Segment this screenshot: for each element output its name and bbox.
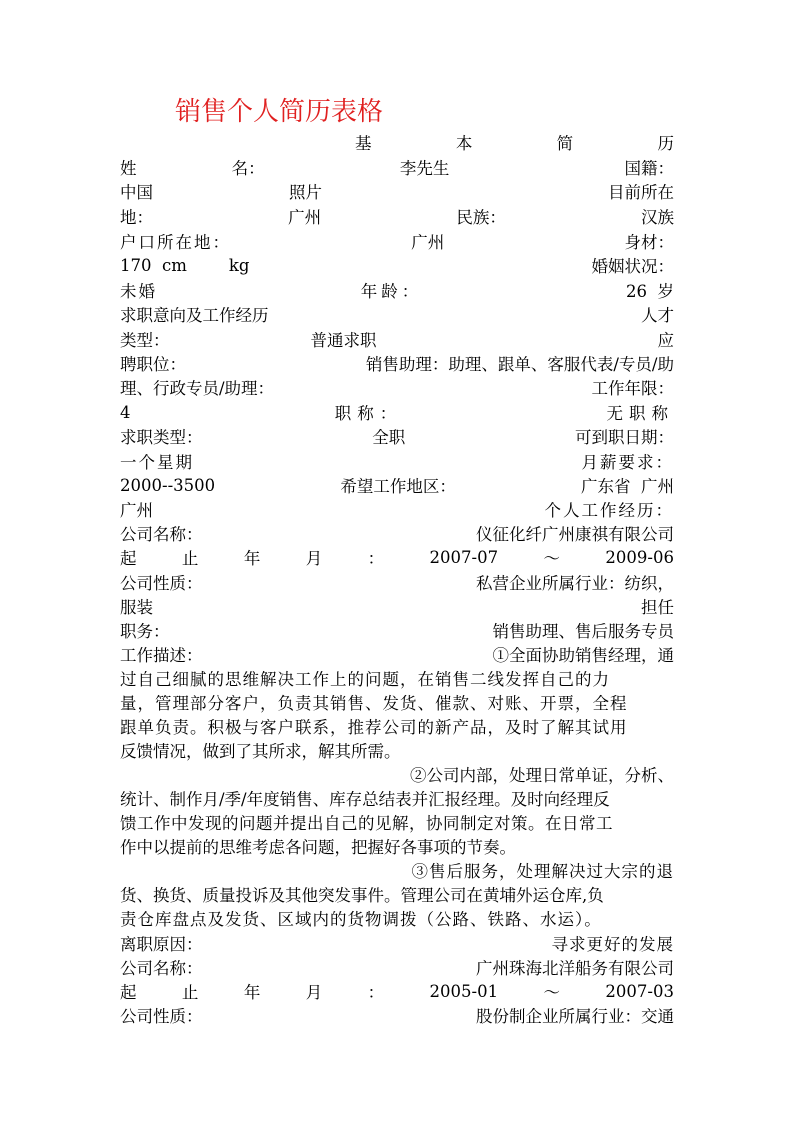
text-line <box>120 834 674 858</box>
text-line <box>120 594 674 618</box>
text: 销售助理、售后服务专员 <box>492 622 674 641</box>
text: 寻求更好的发展 <box>551 935 674 954</box>
text: ②公司内部，处理日常单证，分析、 <box>410 766 674 785</box>
text: 全职 <box>372 428 406 447</box>
text-line <box>120 204 674 228</box>
text: 身材： <box>624 233 674 252</box>
text-line <box>120 375 674 399</box>
text-line <box>120 497 674 521</box>
text: 跟单负责。积极与客户联系，推荐公司的新产品，及时了解其试用 <box>120 718 628 737</box>
text: 理、行政专员/助理： <box>120 379 275 398</box>
text-line <box>120 424 674 448</box>
text: 170 cm <box>120 255 187 275</box>
text: 类型： <box>120 331 170 350</box>
text: 2000--3500 <box>120 475 216 495</box>
text: 工作年限： <box>591 379 674 398</box>
text-line <box>120 302 674 326</box>
text: 量，管理部分客户，负责其销售、发货、催款、对账、开票，全程 <box>120 694 628 713</box>
text: 2007-03 <box>605 981 674 1001</box>
text-line <box>120 642 674 666</box>
text: 2005-01 <box>429 981 499 1001</box>
text-line <box>120 400 674 424</box>
text: 离职原因： <box>120 935 203 954</box>
text-line <box>120 1003 674 1027</box>
text: 广州 <box>411 233 445 252</box>
text-line <box>120 979 674 1003</box>
text: 人才 <box>641 306 674 325</box>
text-line <box>120 738 674 762</box>
text: 公司性质： <box>120 574 203 593</box>
text: 担任 <box>641 598 674 617</box>
text-line <box>120 473 674 497</box>
text: 无职称 <box>606 404 674 423</box>
text: 地： <box>120 208 153 227</box>
text: 月薪要求： <box>581 453 674 472</box>
text: 作中以提前的思维考虑各问题，把握好各事项的节奏。 <box>120 838 516 857</box>
photo-label: 照片 <box>289 183 322 202</box>
text: 26 岁 <box>626 282 674 301</box>
text: 婚姻状况： <box>591 257 674 276</box>
text: 广州 <box>120 501 153 520</box>
text-line <box>120 618 674 642</box>
text: 月 <box>305 983 323 1002</box>
text: 起 <box>120 983 137 1002</box>
text-line <box>120 229 674 253</box>
text: 销售助理：助理、跟单、客服代表/专员/助 <box>365 355 674 374</box>
text: 馈工作中发现的问题并提出自己的见解，协同制定对策。在日常工 <box>120 814 613 833</box>
text: 月 <box>305 549 323 568</box>
text: 求职意向及工作经历 <box>120 306 269 325</box>
text-line <box>120 570 674 594</box>
text: kg <box>228 255 250 275</box>
text: ： <box>367 983 385 1002</box>
text: 止 <box>181 983 199 1002</box>
text: 公司性质： <box>120 1007 203 1026</box>
text: 年龄： <box>360 282 423 301</box>
text: 可到职日期： <box>575 428 674 447</box>
text: 历 <box>657 134 674 153</box>
text: ： <box>367 549 385 568</box>
text: 股份制企业所属行业：交通 <box>476 1007 674 1026</box>
text: 统计、制作月/季/年度销售、库存总结表并汇报经理。及时向经理反 <box>120 790 610 809</box>
text: ①全面协助销售经理，通 <box>492 646 674 665</box>
text-line <box>120 351 674 375</box>
text-line <box>120 714 674 738</box>
text: 2009-06 <box>605 547 674 567</box>
text: 货、换货、质量投诉及其他突发事件。管理公司在黄埔外运仓库,负 <box>120 886 604 905</box>
text: ～ <box>543 983 560 1002</box>
text: 普通求职 <box>310 331 377 350</box>
text-line <box>120 906 674 930</box>
text-line <box>120 545 674 569</box>
text: 公司名称： <box>120 525 203 544</box>
text-line <box>120 155 674 179</box>
text: 过自己细腻的思维解决工作上的问题，在销售二线发挥自己的力 <box>120 670 610 689</box>
text: 职称： <box>334 404 403 423</box>
text-line <box>120 666 674 690</box>
text: 未婚 <box>120 282 157 301</box>
text-line <box>120 521 674 545</box>
text: 起 <box>120 549 137 568</box>
text-line <box>120 786 674 810</box>
text-line <box>120 278 674 302</box>
text-line <box>120 253 674 277</box>
text-line <box>120 810 674 834</box>
text: 目前所在 <box>608 183 674 202</box>
text: 公司名称： <box>120 959 203 978</box>
text: ～ <box>543 549 560 568</box>
text: 广州 <box>288 208 322 227</box>
text: 广东省 广州 <box>580 477 674 496</box>
text-line <box>120 931 674 955</box>
text: 应 <box>657 331 674 350</box>
text: 4 <box>120 402 131 422</box>
text: 户口所在地： <box>120 233 231 252</box>
text: 姓 <box>120 159 137 178</box>
text: 求职类型： <box>120 428 203 447</box>
text: 仪征化纤广州康祺有限公司 <box>476 525 674 544</box>
text: 反馈情况，做到了其所求，解其所需。 <box>120 742 401 761</box>
text-line <box>120 882 674 906</box>
text: ③售后服务，处理解决过大宗的退 <box>411 862 674 881</box>
text-line <box>120 327 674 351</box>
text-line <box>120 690 674 714</box>
text: 个人工作经历： <box>544 501 674 520</box>
text: 广州珠海北洋船务有限公司 <box>476 959 674 978</box>
text: 汉族 <box>640 208 674 227</box>
text-line <box>120 449 674 473</box>
text: 职务： <box>120 622 170 641</box>
text: 名： <box>231 159 265 178</box>
text-line <box>120 955 674 979</box>
text: 服装 <box>120 598 153 617</box>
text-line <box>120 762 674 786</box>
text: 止 <box>181 549 199 568</box>
text: 本 <box>455 134 473 153</box>
text: 简 <box>556 134 574 153</box>
text: 聘职位： <box>120 355 186 374</box>
section-header-basic <box>355 130 674 154</box>
text: 国籍： <box>624 159 674 178</box>
text: 私营企业所属行业：纺织， <box>476 574 674 593</box>
text: 工作描述： <box>120 646 203 665</box>
text: 年 <box>243 983 261 1002</box>
text-line <box>120 179 674 203</box>
text: 基 <box>355 134 372 153</box>
text: 中国 <box>120 183 153 202</box>
text: 李先生 <box>399 159 450 178</box>
text: 年 <box>243 549 261 568</box>
text: 2007-07 <box>429 547 499 567</box>
text: 民族： <box>456 208 506 227</box>
text: 责仓库盘点及发货、区域内的货物调拨（公路、铁路、水运）。 <box>120 910 602 929</box>
text: 一个星期 <box>120 453 194 472</box>
text: 希望工作地区： <box>340 477 456 496</box>
text-line <box>120 858 674 882</box>
document-title: 销售个人简历表格 <box>175 97 384 127</box>
